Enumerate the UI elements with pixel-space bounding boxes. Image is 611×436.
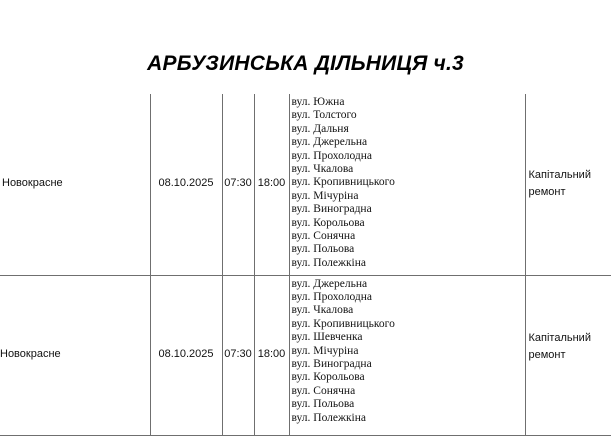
- street-item: вул. Полежкіна: [291, 411, 367, 424]
- start-time-cell: 07:30: [222, 94, 254, 275]
- street-item: вул. Джерельна: [291, 136, 368, 149]
- street-item: вул. Корольова: [291, 371, 365, 384]
- streets-cell: [289, 275, 525, 435]
- street-item: вул. Польова: [291, 398, 355, 411]
- street-item: вул. Шевченка: [291, 331, 363, 344]
- street-item: вул. Дальня: [291, 122, 349, 135]
- table-row: [0, 275, 611, 435]
- street-item: вул. Полежкіна: [291, 256, 367, 269]
- street-item: вул. Сонячна: [291, 384, 356, 397]
- street-item: вул. Виноградна: [291, 203, 372, 216]
- street-item: вул. Прохолодна: [291, 149, 372, 162]
- end-time-cell: 18:00: [254, 94, 289, 275]
- street-item: вул. Джерельна: [291, 277, 368, 290]
- table-row: [0, 94, 611, 275]
- reason-text: Капітальний ремонт: [528, 169, 591, 198]
- street-item: вул. Кропивницького: [291, 317, 395, 330]
- end-time-cell: 18:00: [254, 275, 289, 435]
- streets-cell: [289, 94, 525, 275]
- date-cell: 08.10.2025: [150, 94, 222, 275]
- street-item: вул. Польова: [291, 243, 355, 256]
- street-item: вул. Мічуріна: [291, 189, 359, 202]
- street-item: вул. Виноградна: [291, 357, 372, 370]
- street-item: вул. Чкалова: [291, 163, 354, 176]
- date-cell: 08.10.2025: [150, 275, 222, 435]
- street-item: вул. Мічуріна: [291, 344, 359, 357]
- page-title: АРБУЗИНСЬКА ДІЛЬНИЦЯ ч.3: [147, 52, 464, 75]
- street-item: вул. Корольова: [291, 216, 365, 229]
- street-item: вул. Толстого: [291, 109, 357, 122]
- settlement-cell: Новокрасне: [0, 275, 150, 435]
- outage-schedule-table: [0, 94, 611, 436]
- street-item: вул. Сонячна: [291, 230, 356, 243]
- street-item: вул. Южна: [291, 96, 345, 108]
- start-time-cell: 07:30: [222, 275, 254, 435]
- street-item: вул. Чкалова: [291, 304, 354, 317]
- reason-text: Капітальний ремонт: [528, 331, 591, 361]
- reason-cell: [525, 94, 611, 275]
- settlement-cell: Новокрасне: [0, 94, 150, 275]
- street-item: вул. Кропивницького: [291, 176, 395, 189]
- street-item: вул. Прохолодна: [291, 290, 372, 303]
- reason-cell: [525, 275, 611, 435]
